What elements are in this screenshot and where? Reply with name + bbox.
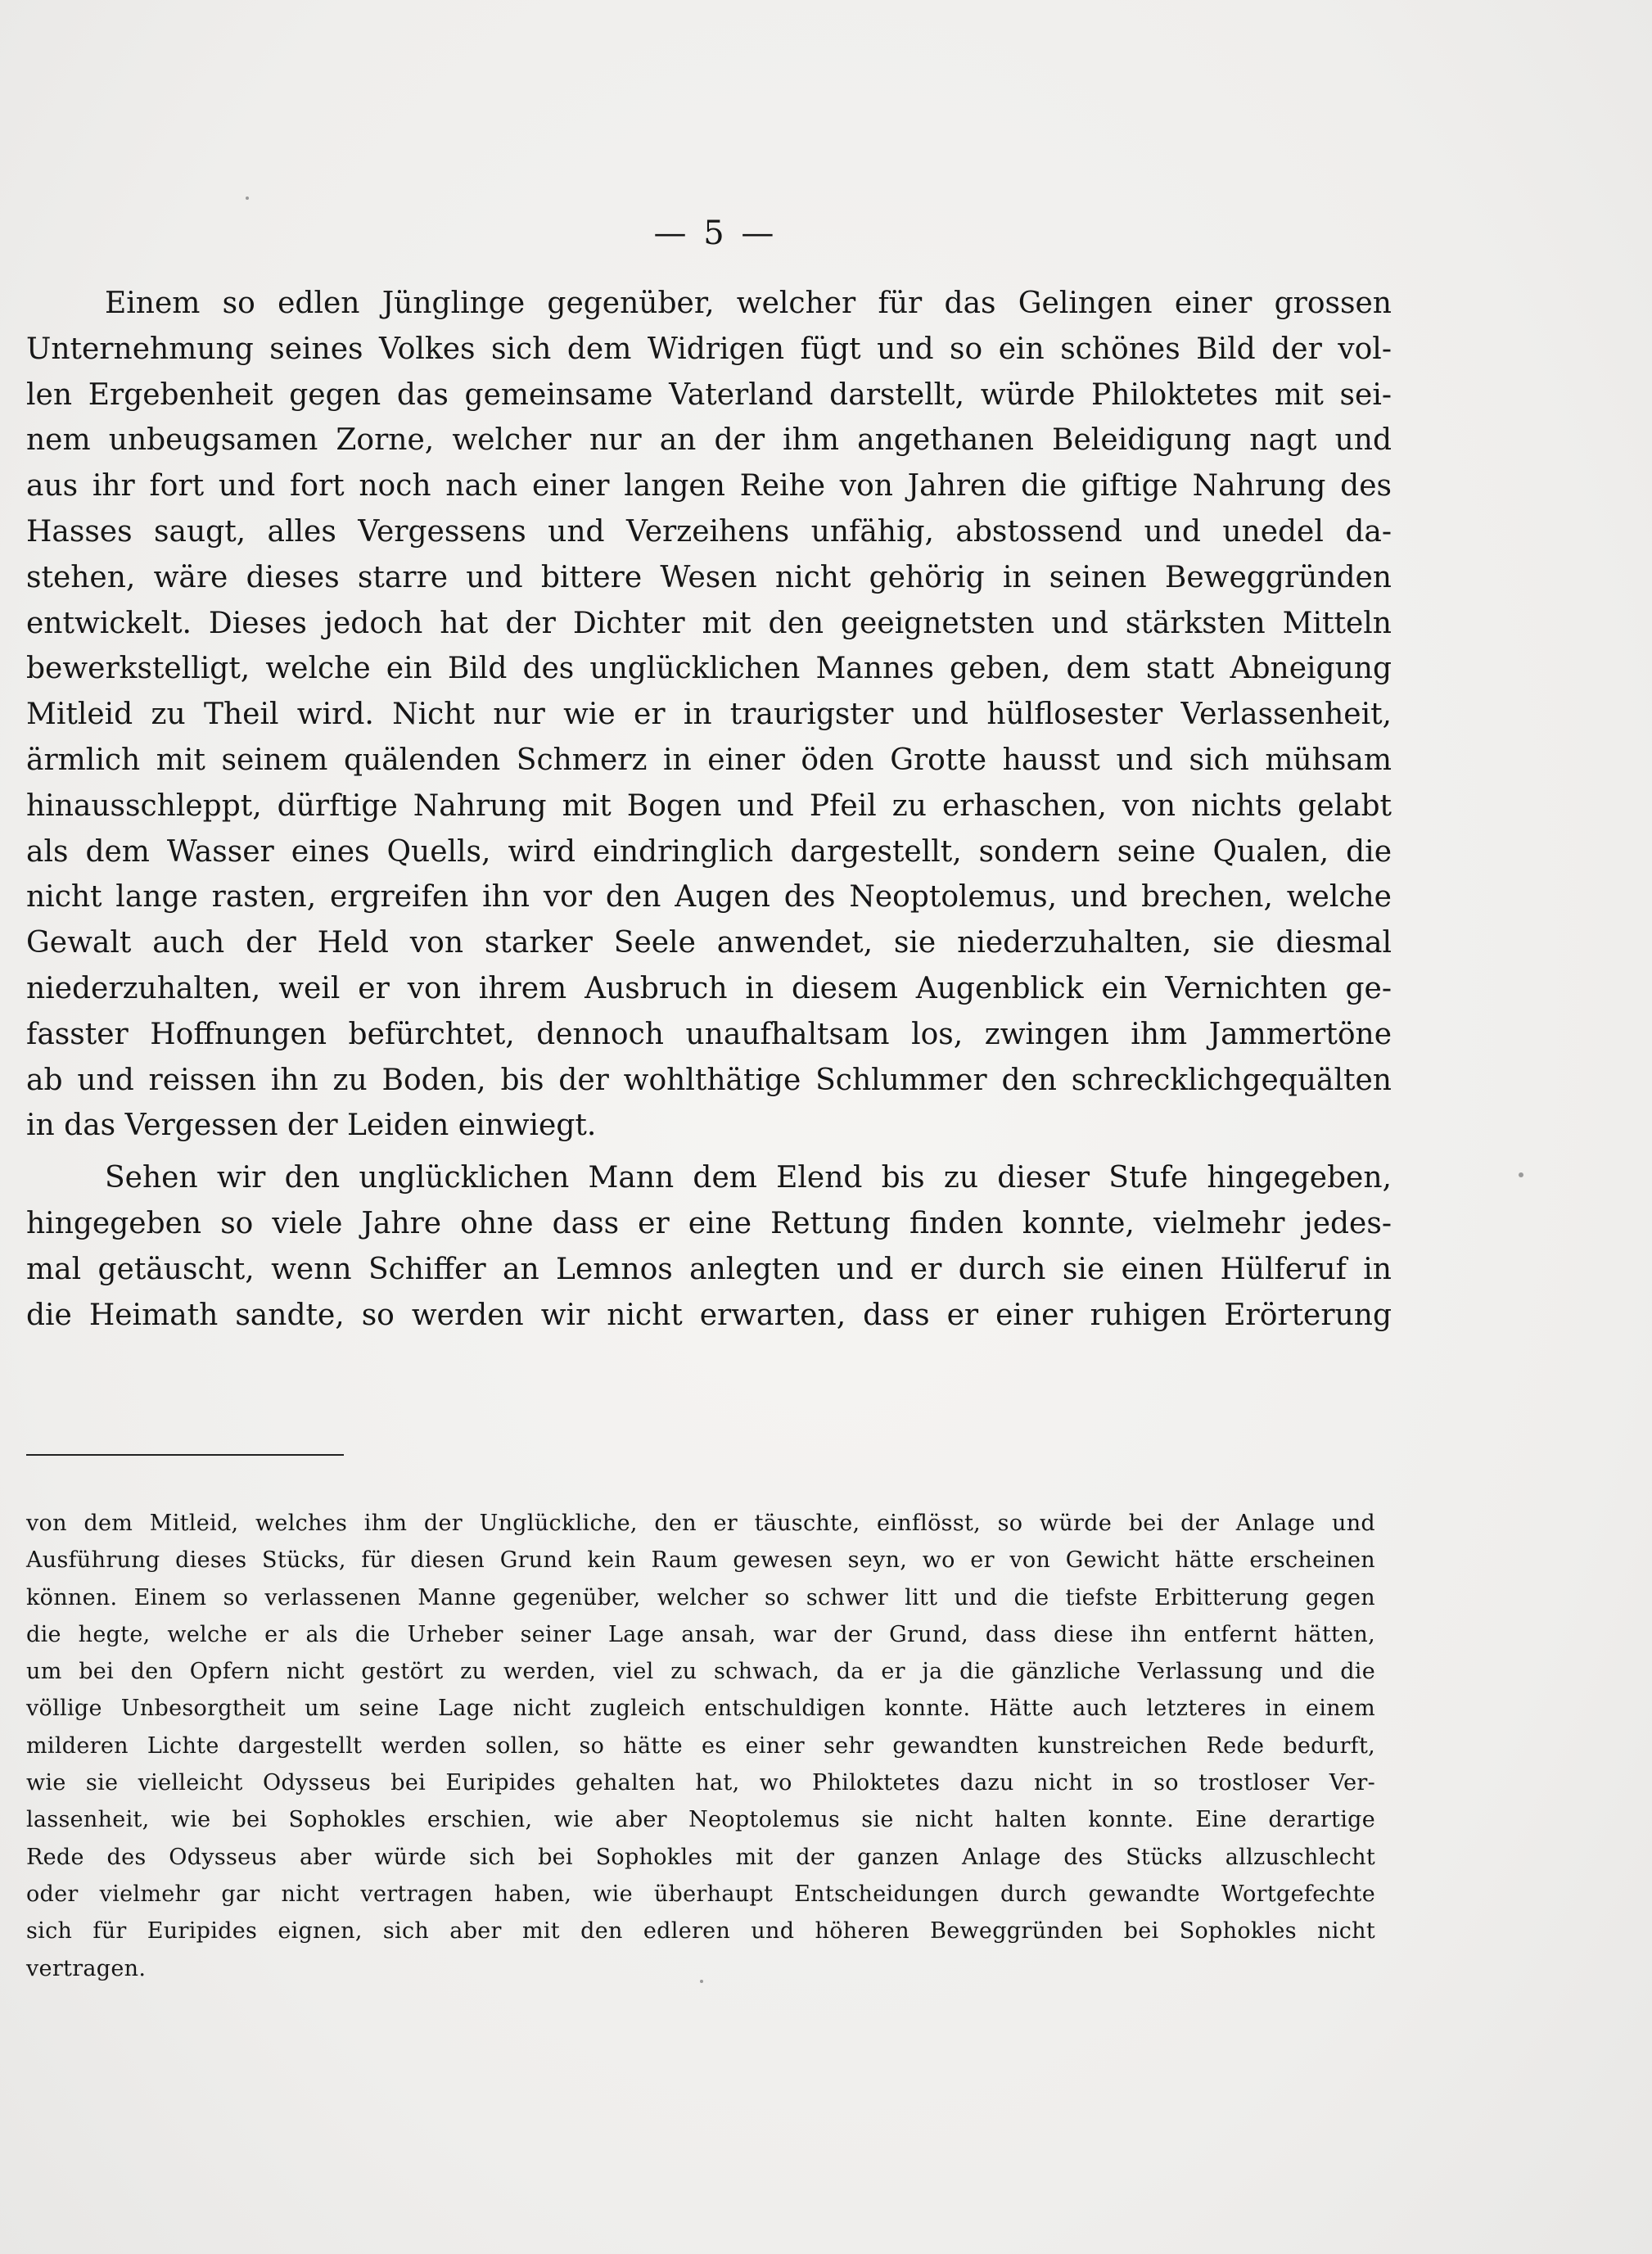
paper-speck bbox=[700, 1980, 703, 1983]
text-line: Gewalt auch der Held von starker Seele anwendet, sie niederzuhalten, sie diesmal bbox=[26, 926, 1392, 960]
text-line: stehen, wäre dieses starre und bittere Wesen nicht gehörig in seinen Beweggründen bbox=[26, 560, 1392, 594]
footnote-line: milderen Lichte dargestellt werden sollen, so hätte es einer sehr gewandten kunstreichen Rede bedurft, bbox=[26, 1732, 1375, 1759]
footnote-line: vertragen. bbox=[26, 1955, 147, 1981]
text-line: ab und reissen ihn zu Boden, bis der wohlthätige Schlummer den schrecklichgequälten bbox=[26, 1063, 1392, 1097]
text-line: Hasses saugt, alles Vergessens und Verzeihens unfähig, abstossend und unedel da- bbox=[26, 514, 1392, 549]
footnote-line: wie sie vielleicht Odysseus bei Euripides gehalten hat, wo Philoktetes dazu nicht in so trostloser Ver- bbox=[26, 1770, 1375, 1796]
text-line: die Heimath sandte, so werden wir nicht erwarten, dass er einer ruhigen Erörterung bbox=[26, 1298, 1392, 1332]
text-line: als dem Wasser eines Quells, wird eindringlich dargestellt, sondern seine Qualen, die bbox=[26, 834, 1392, 869]
footnote-line: oder vielmehr gar nicht vertragen haben, wie überhaupt Entscheidungen durch gewandte Wortgefechte bbox=[26, 1881, 1375, 1907]
main-text bbox=[26, 281, 1392, 1338]
page-number: — 5 — bbox=[653, 215, 778, 252]
text-line: hingegeben so viele Jahre ohne dass er eine Rettung finden konnte, vielmehr jedes- bbox=[26, 1206, 1392, 1240]
text-line: ärmlich mit seinem quälenden Schmerz in einer öden Grotte hausst und sich mühsam bbox=[26, 743, 1392, 777]
text-line: bewerkstelligt, welche ein Bild des unglücklichen Mannes geben, dem statt Abneigung bbox=[26, 652, 1392, 686]
footnote-line: Ausführung dieses Stücks, für diesen Grund kein Raum gewesen seyn, wo er von Gewicht hätte erscheinen bbox=[26, 1547, 1375, 1574]
footnote-line: von dem Mitleid, welches ihm der Unglückliche, den er täuschte, einflösst, so würde bei der Anlage und bbox=[26, 1511, 1375, 1536]
footnote-line: die hegte, welche er als die Urheber seiner Lage ansah, war der Grund, dass diese ihn entfernt hätten, bbox=[26, 1621, 1375, 1647]
text-line: Unternehmung seines Volkes sich dem Widrigen fügt und so ein schönes Bild der vol- bbox=[26, 332, 1392, 366]
footnote bbox=[26, 1505, 1375, 1987]
text-line: mal getäuscht, wenn Schiffer an Lemnos anlegten und er durch sie einen Hülferuf in bbox=[26, 1252, 1392, 1286]
text-line: fasster Hoffnungen befürchtet, dennoch unaufhaltsam los, zwingen ihm Jammertöne bbox=[26, 1017, 1392, 1051]
text-line: nem unbeugsamen Zorne, welcher nur an der ihm angethanen Beleidigung nagt und bbox=[26, 423, 1392, 458]
text-line: Einem so edlen Jünglinge gegenüber, welcher für das Gelingen einer grossen bbox=[105, 287, 1392, 320]
text-line: len Ergebenheit gegen das gemeinsame Vaterland darstellt, würde Philoktetes mit sei- bbox=[26, 377, 1392, 412]
paragraph bbox=[26, 1155, 1392, 1338]
text-line: Sehen wir den unglücklichen Mann dem Elend bis zu dieser Stufe hingegeben, bbox=[105, 1161, 1392, 1195]
footnote-line: völlige Unbesorgtheit um seine Lage nicht zugleich entschuldigen konnte. Hätte auch letzteres in einem bbox=[26, 1696, 1375, 1722]
footnote-line: Rede des Odysseus aber würde sich bei Sophokles mit der ganzen Anlage des Stücks allzuschlecht bbox=[26, 1844, 1375, 1870]
text-line: aus ihr fort und fort noch nach einer langen Reihe von Jahren die giftige Nahrung des bbox=[26, 469, 1392, 504]
text-line: niederzuhalten, weil er von ihrem Ausbruch in diesem Augenblick ein Vernichten ge- bbox=[26, 971, 1392, 1005]
footnote-line: lassenheit, wie bei Sophokles erschien, wie aber Neoptolemus sie nicht halten konnte. Eine derartige bbox=[26, 1807, 1375, 1833]
text-line: Mitleid zu Theil wird. Nicht nur wie er in traurigster und hülflosester Verlassenheit, bbox=[26, 698, 1392, 732]
text-line: hinausschleppt, dürftige Nahrung mit Bogen und Pfeil zu erhaschen, von nichts gelabt bbox=[26, 788, 1392, 823]
paper-speck bbox=[246, 196, 249, 200]
paper-speck bbox=[1519, 1172, 1523, 1177]
footnote-line: um bei den Opfern nicht gestört zu werden, viel zu schwach, da er ja die gänzliche Verlassung und die bbox=[26, 1659, 1375, 1685]
footnote-line: können. Einem so verlassenen Manne gegenüber, welcher so schwer litt und die tiefste Erbitterung gegen bbox=[26, 1584, 1375, 1610]
paragraph bbox=[26, 281, 1392, 1149]
footnote-line: sich für Euripides eignen, sich aber mit den edleren und höheren Beweggründen bei Sophokles nicht bbox=[26, 1918, 1375, 1945]
footnote-divider bbox=[26, 1454, 344, 1456]
text-line: nicht lange rasten, ergreifen ihn vor den Augen des Neoptolemus, und brechen, welche bbox=[26, 880, 1392, 915]
text-line: in das Vergessen der Leiden einwiegt. bbox=[26, 1109, 597, 1143]
text-line: entwickelt. Dieses jedoch hat der Dichter mit den geeignetsten und stärksten Mitteln bbox=[26, 606, 1392, 640]
